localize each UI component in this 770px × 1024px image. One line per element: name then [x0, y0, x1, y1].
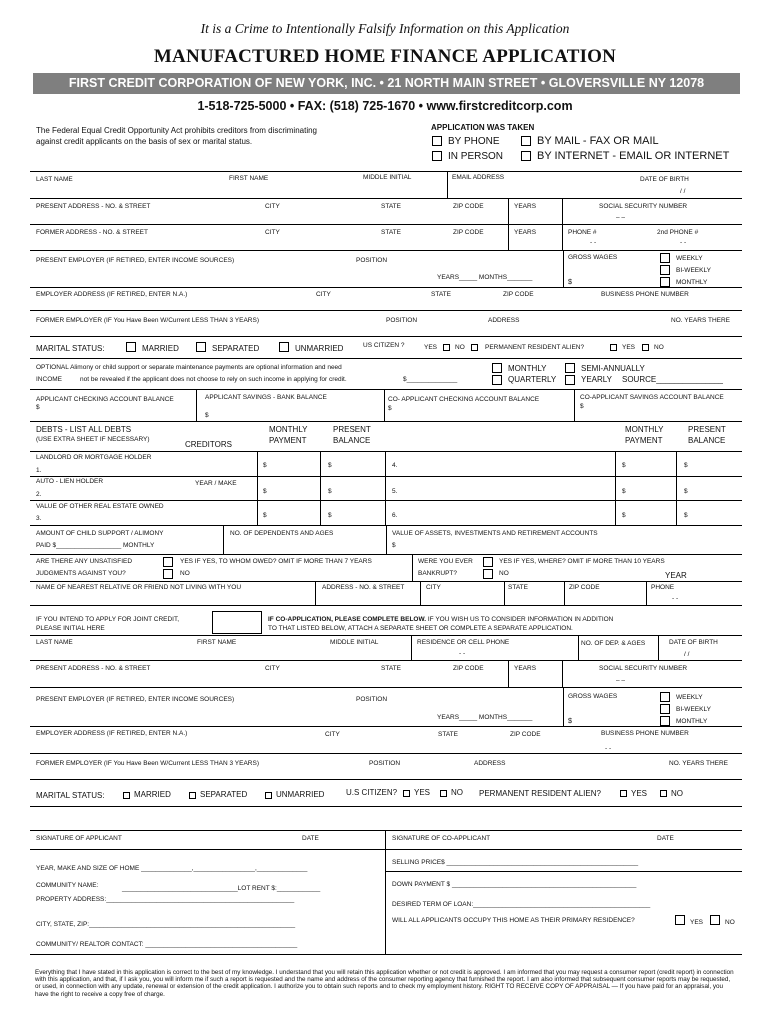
- row3-pay-dollar: $: [263, 512, 267, 519]
- bankrupt-yes-checkbox[interactable]: [483, 557, 493, 567]
- marital-status-label: MARITAL STATUS:: [36, 344, 105, 353]
- co-checking-label: CO- APPLICANT CHECKING ACCOUNT BALANCE: [388, 396, 540, 403]
- co-years-months: YEARS_____ MONTHS_______: [437, 714, 533, 721]
- divider: [578, 635, 579, 660]
- payment-label-b: PAYMENT: [625, 436, 663, 445]
- divider: [447, 171, 448, 198]
- community-name-label: COMMUNITY NAME:: [36, 882, 99, 889]
- co-dependents-label: NO. OF DEP. & AGES: [581, 640, 646, 647]
- bankrupt-label-1: WERE YOU EVER: [418, 558, 473, 565]
- ecoa-notice-line1: The Federal Equal Credit Opportunity Act prohibits creditors from discriminating: [36, 126, 318, 135]
- in-person-label: IN PERSON: [448, 151, 504, 162]
- applicant-signature-label: SIGNATURE OF APPLICANT: [36, 835, 122, 842]
- row6-bal-dollar: $: [684, 512, 688, 519]
- divider: [30, 198, 742, 199]
- joint-initial-box[interactable]: [212, 611, 262, 634]
- biweekly-checkbox[interactable]: [660, 265, 670, 275]
- co-biweekly-checkbox[interactable]: [660, 704, 670, 714]
- unmarried-checkbox[interactable]: [279, 342, 289, 352]
- co-alien-yes-label: YES: [631, 789, 648, 798]
- dob-slashes: / /: [680, 188, 686, 195]
- year-make-label: YEAR / MAKE: [195, 480, 237, 487]
- divider: [30, 476, 742, 477]
- optional-semi-checkbox[interactable]: [565, 363, 575, 373]
- co-years-there-label: NO. YEARS THERE: [669, 760, 728, 767]
- row4-num: 4.: [392, 462, 398, 469]
- dob-label: DATE OF BIRTH: [640, 176, 689, 183]
- divider: [30, 500, 742, 501]
- debts-sub: (USE EXTRA SHEET IF NECESSARY): [36, 436, 150, 443]
- optional-quarterly-checkbox[interactable]: [492, 375, 502, 385]
- co-business-phone-label: BUSINESS PHONE NUMBER: [601, 730, 689, 737]
- divider: [676, 451, 677, 525]
- joint-initial-label-1: IF YOU INTEND TO APPLY FOR JOINT CREDIT,: [36, 616, 180, 623]
- row3-bal-dollar: $: [328, 512, 332, 519]
- co-middle-initial-label: MIDDLE INITIAL: [330, 639, 379, 646]
- divider: [562, 660, 563, 687]
- divider: [30, 224, 742, 225]
- creditors-label: CREDITORS: [185, 440, 232, 449]
- by-internet-checkbox[interactable]: [521, 151, 531, 161]
- emp-zip-label: ZIP CODE: [503, 291, 534, 298]
- present-address-label: PRESENT ADDRESS - NO. & STREET: [36, 203, 151, 210]
- optional-yearly-label: YEARLY: [581, 375, 612, 384]
- co-monthly-label: MONTHLY: [676, 718, 708, 725]
- by-phone-label: BY PHONE: [448, 136, 500, 147]
- divider: [386, 525, 387, 554]
- co-ssn-label: SOCIAL SECURITY NUMBER: [599, 665, 688, 672]
- divider: [30, 687, 742, 688]
- divider: [508, 660, 509, 687]
- bankrupt-yes-label: YES IF YES, WHERE? OMIT IF MORE THAN 10 YEARS: [499, 558, 665, 565]
- co-weekly-checkbox[interactable]: [660, 692, 670, 702]
- divider: [385, 871, 742, 872]
- business-phone-label: BUSINESS PHONE NUMBER: [601, 291, 689, 298]
- relative-zip-label: ZIP CODE: [569, 584, 600, 591]
- co-emp-state-label: STATE: [438, 731, 458, 738]
- savings-balance-label: APPLICANT SAVINGS - BANK BALANCE: [205, 394, 327, 401]
- alien-no-label: NO: [654, 344, 664, 351]
- employer-label: PRESENT EMPLOYER (IF RETIRED, ENTER INCOME SOURCES): [36, 257, 235, 264]
- co-citizen-yes-label: YES: [414, 788, 431, 797]
- phone1-dashes: - -: [590, 239, 597, 246]
- applicant-date-label: DATE: [302, 835, 319, 842]
- co-ssn-dashes: – –: [616, 677, 626, 684]
- co-first-name-label: FIRST NAME: [197, 639, 237, 646]
- co-unmarried-label: UNMARRIED: [276, 790, 325, 799]
- optional-line2: not be revealed if the applicant does not choose to rely on such income in applying for credit.: [80, 376, 347, 383]
- row2-pay-dollar: $: [263, 488, 267, 495]
- co-checking-dollar: $: [388, 405, 392, 412]
- selling-price-field[interactable]: SELLING PRICE$ _____________________________________________________: [392, 859, 639, 866]
- phone1-label: PHONE #: [568, 229, 597, 236]
- unmarried-label: UNMARRIED: [295, 344, 344, 353]
- present-label-b: PRESENT: [688, 425, 726, 434]
- divider: [30, 635, 742, 636]
- separated-checkbox[interactable]: [196, 342, 206, 352]
- optional-line1: OPTIONAL Alimony or child support or separate maintenance payments are optional information and need: [36, 364, 342, 371]
- alien-yes-label: YES: [622, 344, 636, 351]
- divider: [30, 451, 742, 452]
- former-position-label: POSITION: [386, 317, 418, 324]
- child-support-paid: PAID $__________________ MONTHLY: [36, 542, 155, 549]
- city-state-zip-field[interactable]: CITY, STATE, ZIP:_________________________________________________________: [36, 921, 296, 928]
- co-date-label: DATE: [657, 835, 674, 842]
- divider: [30, 726, 742, 727]
- optional-yearly-checkbox[interactable]: [565, 375, 575, 385]
- joint-initial-label-2: PLEASE INITIAL HERE: [36, 625, 105, 632]
- city-label-2: CITY: [265, 229, 280, 236]
- contact-line: 1-518-725-5000 • FAX: (518) 725-1670 • www.firstcreditcorp.com: [197, 99, 573, 113]
- divider: [420, 581, 421, 605]
- divider: [412, 554, 413, 582]
- divider: [196, 389, 197, 421]
- optional-monthly-checkbox[interactable]: [492, 363, 502, 373]
- primary-residence-no-checkbox[interactable]: [710, 915, 720, 925]
- debts-heading: DEBTS - LIST ALL DEBTS: [36, 425, 132, 434]
- assets-dollar: $: [392, 542, 396, 549]
- co-bp-dashes: - -: [605, 745, 612, 752]
- disclaimer-text: Everything that I have stated in this application is correct to the best of my knowledge. I understand that you will retain this application whether or not credit is approved. I am informed that you may request a consumer report (credit report) in connection with this application, and that, if I ask you, you will inform me if such a report is requested and the name and address of the consumer reporting agency that furnished the report. I am also informed that subsequent consumer reports may be requested, or used, in connection with any update, renewal or extension of the credit application. I authorize you to obtain such reports and to check my employment history. RIGHT TO RECEIVE COPY OF APPRAISAL — If you have paid for an appraisal, you have the right to receive a copy free of charge.: [35, 969, 734, 998]
- co-state-label: STATE: [381, 665, 401, 672]
- by-internet-label: BY INTERNET - EMAIL OR INTERNET: [537, 150, 730, 162]
- co-city-label: CITY: [265, 665, 280, 672]
- wages-dollar: $: [568, 277, 572, 286]
- divider: [257, 451, 258, 525]
- ssn-label: SOCIAL SECURITY NUMBER: [599, 203, 688, 210]
- divider: [411, 635, 412, 660]
- us-citizen-label: US CITIZEN ?: [363, 342, 405, 349]
- co-resident-alien-label: PERMANENT RESIDENT ALIEN?: [479, 789, 601, 798]
- co-emp-zip-label: ZIP CODE: [510, 731, 541, 738]
- co-gross-wages-label: GROSS WAGES: [568, 693, 618, 700]
- co-position-label: POSITION: [356, 696, 388, 703]
- co-citizen-no-label: NO: [451, 788, 463, 797]
- relative-phone-dashes: - -: [672, 595, 679, 602]
- co-employer-address-label: EMPLOYER ADDRESS (IF RETIRED, ENTER N.A.): [36, 730, 188, 737]
- balance-label-b: BALANCE: [688, 436, 726, 445]
- co-application-line2: TO THAT LISTED BELOW, ATTACH A SEPARATE SHEET OR COMPLETE A SEPARATE APPLICATION.: [268, 625, 573, 632]
- divider: [30, 310, 742, 311]
- divider: [30, 954, 742, 955]
- form-title: MANUFACTURED HOME FINANCE APPLICATION: [153, 46, 617, 67]
- co-employer-label: PRESENT EMPLOYER (IF RETIRED, ENTER INCOME SOURCES): [36, 696, 235, 703]
- optional-income-label: INCOME: [36, 376, 62, 383]
- bankrupt-label-2: BANKRUPT?: [418, 570, 458, 577]
- city-label: CITY: [265, 203, 280, 210]
- primary-residence-label: WILL ALL APPLICANTS OCCUPY THIS HOME AS THEIR PRIMARY RESIDENCE?: [392, 917, 635, 924]
- co-separated-label: SEPARATED: [200, 790, 248, 799]
- loan-term-field[interactable]: DESIRED TERM OF LOAN:_________________________________________________: [392, 901, 651, 908]
- last-name-label: LAST NAME: [36, 176, 73, 183]
- optional-monthly-label: MONTHLY: [508, 364, 547, 373]
- divider: [385, 451, 386, 525]
- assets-label: VALUE OF ASSETS, INVESTMENTS AND RETIREMENT ACCOUNTS: [392, 530, 598, 537]
- checking-balance-label: APPLICANT CHECKING ACCOUNT BALANCE: [36, 396, 174, 403]
- citizen-yes-label: YES: [424, 344, 438, 351]
- present-label-a: PRESENT: [333, 425, 371, 434]
- relative-city-label: CITY: [426, 584, 441, 591]
- by-mail-checkbox[interactable]: [521, 136, 531, 146]
- divider: [504, 581, 505, 605]
- email-label: EMAIL ADDRESS: [452, 174, 505, 181]
- co-unmarried-checkbox[interactable]: [265, 792, 272, 799]
- divider: [30, 336, 742, 337]
- citizen-no-checkbox[interactable]: [471, 344, 478, 351]
- divider: [30, 389, 742, 390]
- separated-label: SEPARATED: [212, 344, 260, 353]
- gross-wages-label: GROSS WAGES: [568, 254, 618, 261]
- monthly-label-b: MONTHLY: [625, 425, 664, 434]
- realtor-contact-field[interactable]: COMMUNITY/ REALTOR CONTACT: __________________________________________: [36, 941, 298, 948]
- year-make-size-field[interactable]: YEAR, MAKE AND SIZE OF HOME ______________,_________________,______________: [36, 865, 308, 872]
- co-savings-dollar: $: [580, 403, 584, 410]
- co-weekly-label: WEEKLY: [676, 694, 703, 701]
- divider: [315, 581, 316, 605]
- years-there-label: NO. YEARS THERE: [671, 317, 730, 324]
- row2-num: 2.: [36, 491, 42, 498]
- co-citizen-yes-checkbox[interactable]: [403, 790, 410, 797]
- divider: [30, 421, 742, 422]
- co-present-address-label: PRESENT ADDRESS - NO. & STREET: [36, 665, 151, 672]
- row2-bal-dollar: $: [328, 488, 332, 495]
- co-savings-label: CO-APPLICANT SAVINGS ACCOUNT BALANCE: [580, 394, 724, 401]
- co-marital-status-label: MARITAL STATUS:: [36, 791, 105, 800]
- divider: [30, 753, 742, 754]
- primary-residence-yes-label: YES: [690, 919, 704, 926]
- landlord-label: LANDLORD OR MORTGAGE HOLDER: [36, 454, 152, 461]
- co-monthly-checkbox[interactable]: [660, 716, 670, 726]
- co-separated-checkbox[interactable]: [189, 792, 196, 799]
- relative-label: NAME OF NEAREST RELATIVE OR FRIEND NOT LIVING WITH YOU: [36, 584, 242, 591]
- divider: [563, 687, 564, 726]
- co-emp-city-label: CITY: [325, 731, 340, 738]
- former-address-label: FORMER ADDRESS - NO. & STREET: [36, 229, 148, 236]
- zip-label: ZIP CODE: [453, 203, 484, 210]
- row5-bal-dollar: $: [684, 488, 688, 495]
- primary-residence-yes-checkbox[interactable]: [675, 915, 685, 925]
- divider: [30, 849, 742, 850]
- divider: [30, 830, 742, 831]
- row4-bal-dollar: $: [684, 462, 688, 469]
- ecoa-notice-line2: against credit applicants on the basis of sex or marital status.: [36, 137, 253, 146]
- emp-city-label: CITY: [316, 291, 331, 298]
- weekly-checkbox[interactable]: [660, 253, 670, 263]
- row1-pay-dollar: $: [263, 462, 267, 469]
- divider: [30, 554, 742, 555]
- down-payment-field[interactable]: DOWN PAYMENT $ ___________________________________________________: [392, 881, 637, 888]
- co-us-citizen-label: U.S CITIZEN?: [346, 788, 398, 797]
- row5-pay-dollar: $: [622, 488, 626, 495]
- zip-label-2: ZIP CODE: [453, 229, 484, 236]
- optional-semi-label: SEMI-ANNUALLY: [581, 364, 645, 373]
- divider: [615, 451, 616, 525]
- bankrupt-year-label: YEAR: [665, 571, 687, 580]
- co-years-label: YEARS: [514, 665, 537, 672]
- divider: [646, 581, 647, 605]
- former-employer-label: FORMER EMPLOYER (IF You Have Been W/Current LESS THAN 3 YEARS): [36, 317, 260, 324]
- monthly-checkbox[interactable]: [660, 277, 670, 287]
- fraud-warning: It is a Crime to Intentionally Falsify Information on this Application: [200, 21, 570, 36]
- judgments-yes-checkbox[interactable]: [163, 557, 173, 567]
- years-label: YEARS: [514, 203, 537, 210]
- divider: [30, 581, 742, 582]
- bankrupt-no-label: NO: [499, 570, 509, 577]
- savings-dollar: $: [205, 412, 209, 419]
- divider: [223, 525, 224, 554]
- divider: [30, 605, 742, 606]
- row6-pay-dollar: $: [622, 512, 626, 519]
- relative-address-label: ADDRESS - NO. & STREET: [322, 584, 405, 591]
- divider: [30, 171, 742, 172]
- citizen-no-label: NO: [455, 344, 465, 351]
- property-address-field[interactable]: PROPERTY ADDRESS:____________________________________________________: [36, 896, 295, 903]
- optional-amount: $______________: [403, 376, 458, 383]
- divider: [563, 250, 564, 287]
- divider: [658, 635, 659, 660]
- co-last-name-label: LAST NAME: [36, 639, 73, 646]
- co-alien-yes-checkbox[interactable]: [620, 790, 627, 797]
- judgments-no-label: NO: [180, 570, 190, 577]
- co-residence-dashes: - -: [459, 650, 466, 657]
- company-banner: FIRST CREDIT CORPORATION OF NEW YORK, INC. • 21 NORTH MAIN STREET • GLOVERSVILLE NY 12078: [33, 73, 740, 94]
- auto-label: AUTO - LIEN HOLDER: [36, 478, 104, 485]
- divider: [564, 581, 565, 605]
- divider: [384, 389, 385, 421]
- weekly-label: WEEKLY: [676, 255, 703, 262]
- state-label-2: STATE: [381, 229, 401, 236]
- relative-state-label: STATE: [508, 584, 528, 591]
- citizen-yes-checkbox[interactable]: [443, 344, 450, 351]
- resident-alien-label: PERMANENT RESIDENT ALIEN?: [485, 344, 585, 351]
- biweekly-label: BI-WEEKLY: [676, 267, 711, 274]
- divider: [320, 451, 321, 525]
- years-label-2: YEARS: [514, 229, 537, 236]
- alien-yes-checkbox[interactable]: [610, 344, 617, 351]
- child-support-label: AMOUNT OF CHILD SUPPORT / ALIMONY: [36, 530, 164, 537]
- ssn-dashes: – –: [616, 214, 626, 221]
- community-name-field[interactable]: ________________________________LOT RENT $:____________: [122, 885, 321, 892]
- years-months: YEARS_____ MONTHS_______: [437, 274, 533, 281]
- row1-bal-dollar: $: [328, 462, 332, 469]
- state-label: STATE: [381, 203, 401, 210]
- co-alien-no-checkbox[interactable]: [660, 790, 667, 797]
- co-zip-label: ZIP CODE: [453, 665, 484, 672]
- relative-phone-label: PHONE: [651, 584, 675, 591]
- optional-source: SOURCE_______________: [622, 375, 723, 384]
- position-label: POSITION: [356, 257, 388, 264]
- balance-label-a: BALANCE: [333, 436, 371, 445]
- row4-pay-dollar: $: [622, 462, 626, 469]
- co-residence-phone-label: RESIDENCE OR CELL PHONE: [417, 639, 510, 646]
- in-person-checkbox[interactable]: [432, 151, 442, 161]
- phone2-dashes: - -: [680, 239, 687, 246]
- co-application-line1: IF CO-APPLICATION, PLEASE COMPLETE BELOW. IF YOU WISH US TO CONSIDER INFORMATION IN ADDITION: [268, 616, 614, 623]
- co-married-checkbox[interactable]: [123, 792, 130, 799]
- divider: [30, 660, 742, 661]
- married-checkbox[interactable]: [126, 342, 136, 352]
- married-label: MARRIED: [142, 344, 179, 353]
- payment-label-a: PAYMENT: [269, 436, 307, 445]
- co-former-address-label: ADDRESS: [474, 760, 506, 767]
- primary-residence-no-label: NO: [725, 919, 735, 926]
- co-married-label: MARRIED: [134, 790, 171, 799]
- co-dob-label: DATE OF BIRTH: [669, 639, 718, 646]
- monthly-label: MONTHLY: [676, 279, 708, 286]
- by-mail-label: BY MAIL - FAX OR MAIL: [537, 135, 659, 147]
- bankrupt-no-checkbox[interactable]: [483, 569, 493, 579]
- employer-address-label: EMPLOYER ADDRESS (IF RETIRED, ENTER N.A.): [36, 291, 188, 298]
- co-citizen-no-checkbox[interactable]: [440, 790, 447, 797]
- monthly-label-a: MONTHLY: [269, 425, 308, 434]
- judgments-label-2: JUDGMENTS AGAINST YOU?: [36, 570, 126, 577]
- co-dob-slashes: / /: [684, 651, 690, 658]
- middle-initial-label: MIDDLE INITIAL: [363, 174, 412, 181]
- judgments-no-checkbox[interactable]: [163, 569, 173, 579]
- divider: [574, 389, 575, 421]
- co-former-position-label: POSITION: [369, 760, 401, 767]
- former-address-emp-label: ADDRESS: [488, 317, 520, 324]
- co-wages-dollar: $: [568, 716, 572, 725]
- phone2-label: 2nd PHONE #: [657, 229, 699, 236]
- by-phone-checkbox[interactable]: [432, 136, 442, 146]
- co-former-employer-label: FORMER EMPLOYER (IF You Have Been W/Current LESS THAN 3 YEARS): [36, 760, 260, 767]
- judgments-label-1: ARE THERE ANY UNSATISFIED: [36, 558, 133, 565]
- first-name-label: FIRST NAME: [229, 175, 269, 182]
- co-signature-label: SIGNATURE OF CO-APPLICANT: [392, 835, 491, 842]
- divider: [30, 250, 742, 251]
- co-alien-no-label: NO: [671, 789, 683, 798]
- row1-num: 1.: [36, 467, 42, 474]
- judgments-yes-label: YES IF YES, TO WHOM OWED? OMIT IF MORE THAN 7 YEARS: [180, 558, 372, 565]
- divider: [30, 806, 742, 807]
- alien-no-checkbox[interactable]: [642, 344, 649, 351]
- optional-quarterly-label: QUARTERLY: [508, 375, 557, 384]
- checking-dollar: $: [36, 404, 40, 411]
- divider: [30, 779, 742, 780]
- row6-num: 6.: [392, 512, 398, 519]
- row3-num: 3.: [36, 515, 42, 522]
- dependents-label: NO. OF DEPENDENTS AND AGES: [230, 530, 334, 537]
- divider: [30, 358, 742, 359]
- co-biweekly-label: BI-WEEKLY: [676, 706, 711, 713]
- divider: [30, 287, 742, 288]
- real-estate-label: VALUE OF OTHER REAL ESTATE OWNED: [36, 503, 164, 510]
- application-taken-heading: APPLICATION WAS TAKEN: [431, 123, 535, 132]
- emp-state-label: STATE: [431, 291, 451, 298]
- row5-num: 5.: [392, 488, 398, 495]
